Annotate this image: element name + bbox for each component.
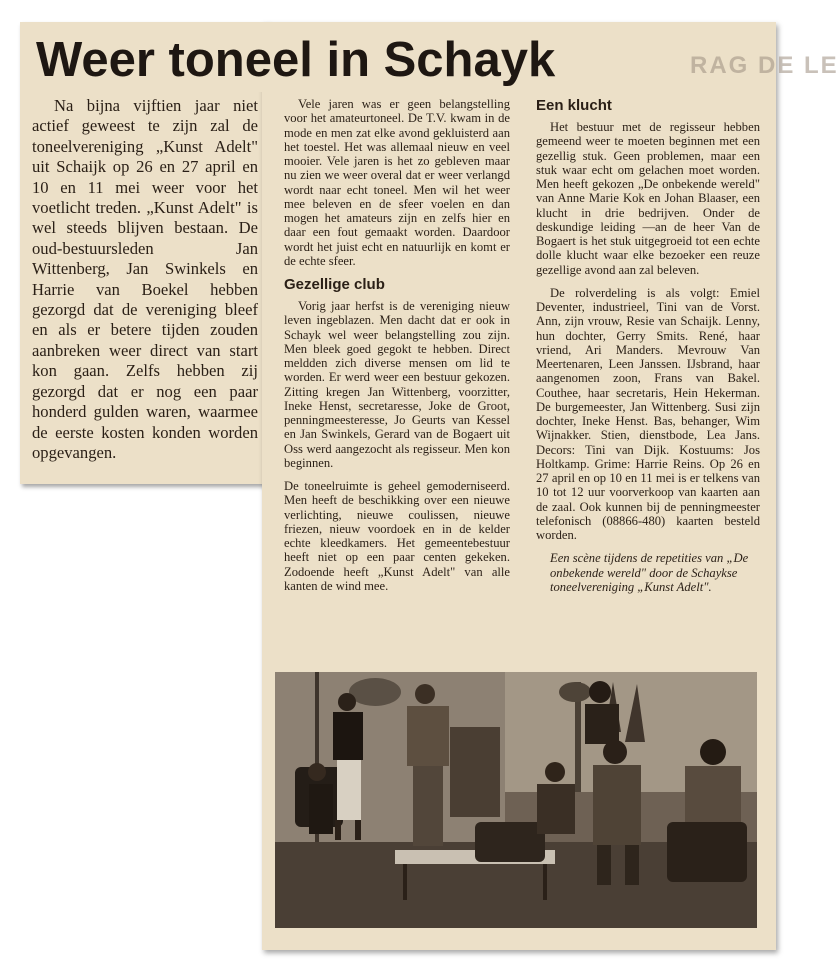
right-paragraph-1: Het bestuur met de regisseur hebben gemeend weer te moeten beginnen met een gezellig stuk. Geen problemen, maar een stuk waar echt om gelachen moet worden. Men heeft gekozen „De onbekende wereld" van Anne Marie Kok en Johan Blaaser, een klucht in drie bedrijven. Onder de deskundige leiding —an de heer Van de Bogaert is het stuk uitgegroeid tot een echte dolle klucht waar elke bezoeker een reuze gezellige avond aan zal beleven. bbox=[536, 120, 760, 277]
middle-paragraph-3: De toneelruimte is geheel gemoderniseerd. Men heeft de beschikking over een nieuwe verlichting, nieuwe coulissen, nieuwe friezen, nieuw voordoek en in de kelder echte kleedkamers. Het gemeentebestuur heeft niet op een paar centen gekeken. Zodoende heeft „Kunst Adelt" van alle kanten de wind mee. bbox=[284, 479, 510, 593]
article-headline: Weer toneel in Schayk bbox=[36, 33, 556, 87]
right-paragraph-2: De rolverdeling is als volgt: Emiel Deventer, industrieel, Tini van de Vorst. Ann, zijn vrouw, Resie van Schaijk. Lenny, hun dochter, Gerry Smits. René, haar vriend, Ari Manders. Mevrouw Van Meertenaren, Leen Janssen. IJsbrand, haar aangenomen zoon, Frans van Bakel. Couthee, haar secretaris, Hein Hekerman. De burgemeester, Jan Wittenberg. Susi zijn dochter, Ineke Henst. Bas, behanger, Wim Wijnakker. Stien, dienstbode, Lea Jans. Decors: Tini van Dijk. Kostuums: Jos Holtkamp. Grime: Harrie Reins. Op 26 en 27 april en op 10 en 11 mei is er telkens van 10 tot 12 uur voorverkoop van kaarten aan de zaal. Ook kunnen bij de penningmeester telefonisch (08866-480) kaarten besteld worden. bbox=[536, 285, 760, 542]
rehearsal-photo bbox=[275, 672, 757, 928]
intro-paragraph: Na bijna vijftien jaar niet actief geweest te zijn zal de toneelvereniging „Kunst Adelt" uit Schaijk op 26 en 27 april en 10 en 11 mei weer voor het voetlicht treden. „Kunst Adelt" is wel steeds blijven bestaan. De oud-bestuursleden Jan Wittenberg, Jan Swinkels en Harrie van Boekel hebben gezorgd dat de vereniging bleef en als er betere tijden zouden aanbreken weer direct van start kon gaan. Zelfs hebben zij gezorgd dat er nog een paar honderd gulden waren, waarmee de eerste kosten konden worden opgevangen. bbox=[32, 96, 258, 462]
middle-column bbox=[284, 97, 510, 593]
photo-caption: Een scène tijdens de repetities van „De onbekende wereld" door de Schaykse toneelvereniging „Kunst Adelt". bbox=[550, 551, 749, 594]
subhead-gezellige-club: Gezellige club bbox=[284, 276, 385, 293]
middle-paragraph-1: Vele jaren was er geen belangstelling voor het amateurtoneel. De T.V. kwam in de mode en men zat elke avond gekluisterd aan het toestel. Het was allemaal nieuw en veel mooier. Vele jaren is het zo gebleven maar nu zien we weer overal dat er weer verlangd wordt naar echt toneel. Men wil het weer mee beleven en de sfeer voelen en dan mogen het amateurs zijn en zelfs hier en daar een fout gemaakt worden. Daardoor wordt het juist echt en natuurlijk en komt er de echte sfeer. bbox=[284, 97, 510, 268]
rehearsal-photo-image bbox=[275, 672, 757, 928]
right-column bbox=[536, 97, 760, 594]
bleed-through-text: RAG DE LE bbox=[690, 52, 839, 79]
subhead-een-klucht: Een klucht bbox=[536, 97, 612, 114]
middle-paragraph-2: Vorig jaar herfst is de vereniging nieuw leven ingeblazen. Men dacht dat er ook in Schayk wel weer belangstelling zou zijn. Men bleek goed gegokt te hebben. Direct meldden zich diverse mensen om lid te worden. Er werd weer een bestuur gekozen. Zitting kregen Jan Wittenberg, voorzitter, Ineke Henst, secretaresse, Joke de Groot, penningmeesteresse, Jo Geurts van Kessel en Jan Swinkels, Gerard van de Bogaert uit Oss werd aangezocht als regisseur. Men kon beginnen. bbox=[284, 299, 510, 470]
intro-column bbox=[32, 96, 258, 463]
